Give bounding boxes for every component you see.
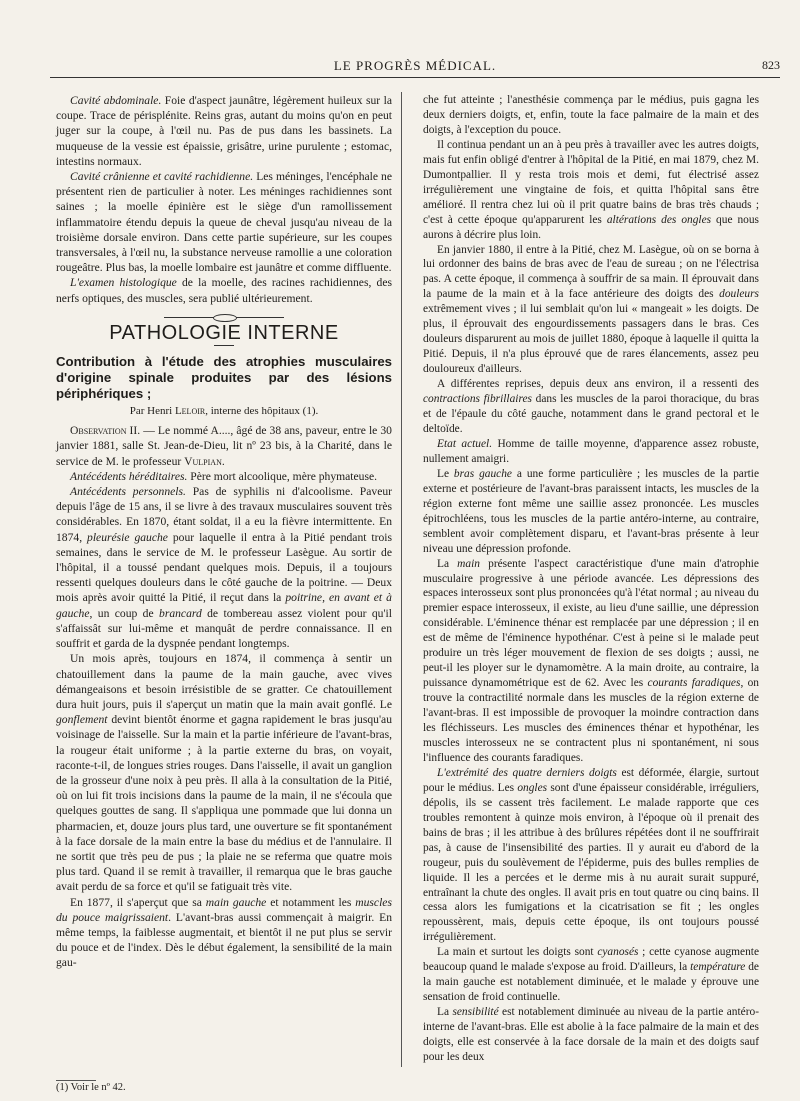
paragraph bbox=[423, 945, 759, 1005]
body-text: sont d'une épaisseur considérable, irréguliers, dépolis, ils se cassent très facilement. Le malade rapporte que ces troubles remontent à quinze mois environ, à l'époque où il prenait des bains de bras ; il les attribue à des brûlures répétées dont il ne souffrirait pas, à cause de l'insensibilité des parties. Il y aurait eu d'abord de la rougeur, puis du soulèvement de l'épiderme, puis des bulles remplies de liquide. Il les a percées et le derme mis à nu aurait surait suppuré, entraînant la chute des ongles. Il avait pris en tout quatre ou cinq bains. Il cessa alors les fumigations et la cicatrisation se fit ; les ongles repoussèrent, mais, depuis cette époque, ils ont toujours poussé irrégulièrement. bbox=[423, 781, 759, 944]
emphasis: altérations des ongles bbox=[606, 213, 712, 226]
emphasis: pleurésie gauche bbox=[87, 530, 168, 544]
paragraph bbox=[423, 467, 759, 557]
body-text: présente l'aspect caractéristique d'une main d'atrophie musculaire progressive à une période avancée. Les dépressions des espaces interosseux sont plus prononcées qu'à l'état normal ; au niveau du premier espace interosseux, il existe, au lieu d'une saillie, une dépression considérable. L'éminence thénar est remplacée par une dépression ; il en est de même de l'éminence hypothénar. C'est à peine si le malade peut produire un très léger mouvement de flexion de ses doigts ; aussi, ne peut-il les ployer sur le dynamomètre. A la main droite, au contraire, la puissance dynamométrique est de 62. Avec les bbox=[423, 557, 759, 690]
subheading: Etat actuel. bbox=[437, 437, 493, 450]
emphasis: courants faradiques bbox=[647, 677, 741, 690]
paragraph bbox=[423, 377, 759, 437]
body-text: Foie d'aspect jaunâtre, légèrement huileux sur la coupe. Trace de périsplénite. Reins gras, autant du moins qu'on en peut juger sur la coupe, à l'œil nu. Pas de pus dans les bassinets. La muqueuse de la vessie est épaissie, grisâtre, urine purulente ; estomac, intestins normaux. bbox=[56, 94, 392, 168]
emphasis: main bbox=[457, 557, 480, 570]
emphasis: ongles bbox=[517, 781, 548, 794]
body-text: La bbox=[437, 1006, 453, 1019]
subheading: L'examen histologique bbox=[70, 276, 177, 290]
paragraph bbox=[423, 557, 759, 766]
body-text: et notamment les bbox=[266, 895, 356, 909]
emphasis: sensibilité bbox=[452, 1006, 499, 1019]
paragraph bbox=[56, 93, 392, 169]
body-text: est notablement diminuée au niveau de la partie antéro-interne de l'avant-bras. Elle est abolie à la face palmaire de la main et des doigts, elle est conservée à la face dorsale de la main et des doigts sauf pour les deux bbox=[423, 1006, 759, 1063]
body-text: est déformée, élargie, surtout pour le médius. Les bbox=[423, 766, 759, 794]
body-text: Pas de syphilis ni d'alcoolisme. Paveur depuis l'âge de 15 ans, il se livre à des travaux musculaires souvent très considérables. En 1870, étant soldat, il a eu la fièvre intermittente. En 1874, bbox=[56, 485, 392, 544]
paragraph bbox=[423, 766, 759, 945]
title-rule bbox=[214, 345, 234, 346]
emphasis: bras gauche bbox=[453, 467, 512, 480]
emphasis: main gauche bbox=[205, 895, 267, 909]
body-text: Père mort alcoolique, mère phymateuse. bbox=[187, 469, 378, 483]
subheading: Antécédents personnels. bbox=[70, 485, 186, 499]
body-text: Le bbox=[437, 467, 454, 480]
body-text: , un coup de bbox=[89, 606, 160, 620]
paragraph bbox=[56, 651, 392, 894]
emphasis: poitrine, en avant et à gauche bbox=[56, 591, 392, 620]
body-text: La main et surtout les doigts sont bbox=[437, 946, 598, 959]
subheading: Cavité abdominale. bbox=[70, 94, 162, 107]
body-text: que nous aurons à décrire plus loin. bbox=[423, 213, 759, 241]
page-number: 823 bbox=[762, 58, 780, 72]
body-text: extrêmement vives ; il lui semblait qu'on lui « mangeait » les doigts. De plus, il éprouvait des engourdissements passagers dans le bras. Ces douleurs disparurent au mois de juillet 1880, époque à laquelle il quitta la Pitié. Depuis, il n'a plus éprouvé que de rares élancements, assez peu douloureux d'ailleurs. bbox=[423, 303, 759, 376]
body-text: a une forme particulière ; les muscles de la partie externe et postérieure de l'avant-bras paraissent intacts, les muscles de la région externe font même une saillie assez prononcée. Les muscles épitrochléens, tous les muscles de la partie antéro-interne, au contraire, semblent avoir complètement disparu, et l'avant-bras présente à leur niveau une dépression profonde. bbox=[423, 467, 759, 555]
body-text: pour laquelle il entra à la Pitié pendant trois semaines, dans le service de M. le professeur Lasègue. Au sortir de l'hôpital, il a toussé pendant quelques mois. Depuis, il a toujours ressenti quelques douleurs dans le côté gauche de la poitrine. — Deux mois après avoir quitté la Pitié, il reçut dans la bbox=[56, 530, 393, 605]
body-text: . bbox=[221, 454, 225, 468]
running-title: LE PROGRÈS MÉDICAL. bbox=[333, 58, 497, 73]
body-text: dans les muscles de la paroi thoracique, du bras et de l'épaule du côté gauche, notamment dans le grand pectoral et le deltoïde. bbox=[423, 393, 759, 435]
body-text: Il continua pendant un an à peu près à travailler avec les autres doigts, mais fut enfin obligé d'entrer à l'hôpital de la Pitié, en mai 1879, chez M. Dumontpallier. Il y resta trois mois et demi, fut électrisé assez irrégulièrement une vingtaine de fois, et quitta l'hôpital sans être amélioré. Il rentra chez lui où il prit quatre bains de bras très chauds ; c'est à cette époque qu'apparurent les bbox=[423, 138, 759, 226]
body-text: A différentes reprises, depuis deux ans environ, il a ressenti des bbox=[437, 378, 759, 391]
paragraph bbox=[56, 469, 392, 484]
body-text: che fut atteinte ; l'anesthésie commença par le médius, puis gagna les deux derniers doigts, et, enfin, toute la face palmaire de la main et des doigts, à l'exception du pouce. bbox=[423, 94, 759, 136]
article-title: Contribution à l'étude des atrophies musculaires d'origine spinale produites par des lésions périphériques ; bbox=[56, 354, 392, 402]
observation-label: Observation II. bbox=[70, 424, 141, 438]
body-text: Homme de taille moyenne, d'apparence assez robuste, nullement amaigri. bbox=[423, 437, 759, 465]
paragraph bbox=[56, 423, 392, 469]
person-name: Vulpian bbox=[184, 454, 222, 468]
body-text: , on trouve la contractilité normale dans les muscles de la région externe de l'avant-bras. Il est impossible de provoquer la moindre contraction dans les fléchisseurs. Les muscles des éminences thénar et hypothénar, les muscles interosseux ne se contractent plus ni spontanément, ni sous l'influence des courants faradiques. bbox=[423, 677, 759, 764]
emphasis: contractions fibrillaires bbox=[423, 393, 532, 406]
author-name: Leloir bbox=[174, 405, 206, 418]
paragraph bbox=[56, 484, 392, 651]
left-column bbox=[56, 93, 392, 971]
emphasis: muscles du pouce maigrissaient bbox=[56, 895, 392, 924]
emphasis: L'extrémité des quatre derniers doigts bbox=[437, 766, 617, 779]
emphasis: brancard bbox=[159, 606, 202, 620]
emphasis: cyanosés bbox=[597, 946, 639, 959]
body-text: . L'avant-bras aussi commençait à maigrir. En même temps, la faiblesse augmentait, et bientôt il ne put plus se servir du pouce et de l'index. Dès le début également, la sensibilité de la main gau- bbox=[56, 910, 392, 970]
section-title: PATHOLOGIE INTERNE bbox=[109, 321, 339, 344]
paragraph bbox=[423, 93, 759, 138]
column-divider bbox=[401, 92, 402, 1067]
paragraph bbox=[423, 1005, 759, 1065]
emphasis: température bbox=[690, 961, 746, 974]
paragraph bbox=[56, 169, 392, 275]
emphasis: gonflement bbox=[56, 713, 108, 727]
body-text: Un mois après, toujours en 1874, il commença à sentir un chatouillement dans la paume de la main gauche, avec vives démangeaisons et besoin irrésistible de se gratter. Ce chatouillement dura huit jours, puis il s'aperçut un matin que la main avait gonflé. Le bbox=[56, 652, 392, 711]
footnote: (1) Voir le nº 42. bbox=[56, 1082, 126, 1093]
header-rule bbox=[50, 77, 780, 78]
body-text: Les méninges, l'encéphale ne présentent rien de particulier à noter. Les méninges rachidiennes sont saines ; la moelle épinière est le siège d'un ramollissement inflammatoire étendu depuis la queue de cheval jusqu'au niveau de la troisième dorsale environ. Dans cette partie supérieure, sur les coupes transversales, à l'œil nu, la substance nerveuse ramollie a une coloration rougeâtre. Plus bas, la moelle lombaire est jaunâtre et comme diffluente. bbox=[56, 170, 392, 275]
emphasis: douleurs bbox=[719, 288, 759, 301]
subheading: Antécédents héréditaires. bbox=[70, 469, 188, 483]
body-text: de la main gauche est notablement diminuée, et le malade y éprouve une sensation de froid continuelle. bbox=[423, 961, 759, 1004]
right-column bbox=[423, 93, 759, 1065]
paragraph bbox=[423, 243, 759, 378]
paragraph bbox=[423, 437, 759, 467]
byline-text: Par Henri bbox=[129, 405, 175, 418]
paragraph bbox=[56, 895, 392, 971]
body-text: — Le nommé A...., âgé de 38 ans, paveur, entre le 30 janvier 1881, salle St. Jean-de-Dieu, lit nº 23 bis, à la Charité, dans le service de M. le professeur bbox=[56, 424, 392, 468]
paragraph bbox=[423, 138, 759, 243]
body-text: ; cette cyanose augmente beaucoup quand le malade s'expose au froid. D'ailleurs, la bbox=[423, 946, 760, 974]
byline bbox=[56, 404, 392, 419]
body-text: La bbox=[437, 557, 458, 570]
footnote-rule bbox=[56, 1080, 96, 1081]
body-text: En 1877, il s'aperçut que sa bbox=[70, 895, 206, 909]
body-text: devint bientôt énorme et gagna rapidement le bras jusqu'au voisinage de l'aisselle. Sur la main et la partie inférieure de l'avant-bras, la rougeur était uniforme ; à la partie externe du bras, on voyait, raconte-t-il, de longues stries rouges. Dans l'aisselle, il avait un ganglion de la grosseur d'une noix à peu près. Il alla à la consultation de la Pitié, où on lui fit trois incisions dans la paume de la main, il ne s'écoula que quelques gouttes de sang. Il s'appliqua une pommade que lui donna un pharmacien, et, douze jours plus tard, une ouverture se fit spontanément à la face dorsale de la main entre la base du médius et de l'annulaire. Il ne sortit que très peu de pus ; la plaie ne se referma que quatre mois plus tard. Quand il se remit à travailler, il remarqua que le bras gauche avait perdu de sa force et qu'il se fatiguait très vite. bbox=[56, 713, 392, 894]
body-text: de tombereau assez violent pour qu'il s'affaissât sur lui-même et manquât de perdre connaissance. Il en souffrit et garda de la dyspnée pendant longtemps. bbox=[56, 606, 392, 651]
body-text: de la moelle, des racines rachidiennes, des nerfs optiques, des muscles, sera publié ultérieurement. bbox=[56, 276, 392, 305]
byline-text: , interne des hôpitaux (1). bbox=[205, 405, 319, 418]
section-ornament bbox=[164, 314, 284, 322]
body-text: En janvier 1880, il entre à la Pitié, chez M. Lasègue, où on se borna à lui ordonner des bains de bras avec de l'eau de sureau ; on ne l'électrisa pas. A cette époque, il commença à souffrir de sa main. Il éprouvait dans la paume de la main et à la face antérieure des doigts des bbox=[423, 243, 759, 301]
page-header bbox=[50, 58, 780, 78]
subheading: Cavité crânienne et cavité rachidienne. bbox=[70, 170, 254, 184]
paragraph bbox=[56, 275, 392, 305]
